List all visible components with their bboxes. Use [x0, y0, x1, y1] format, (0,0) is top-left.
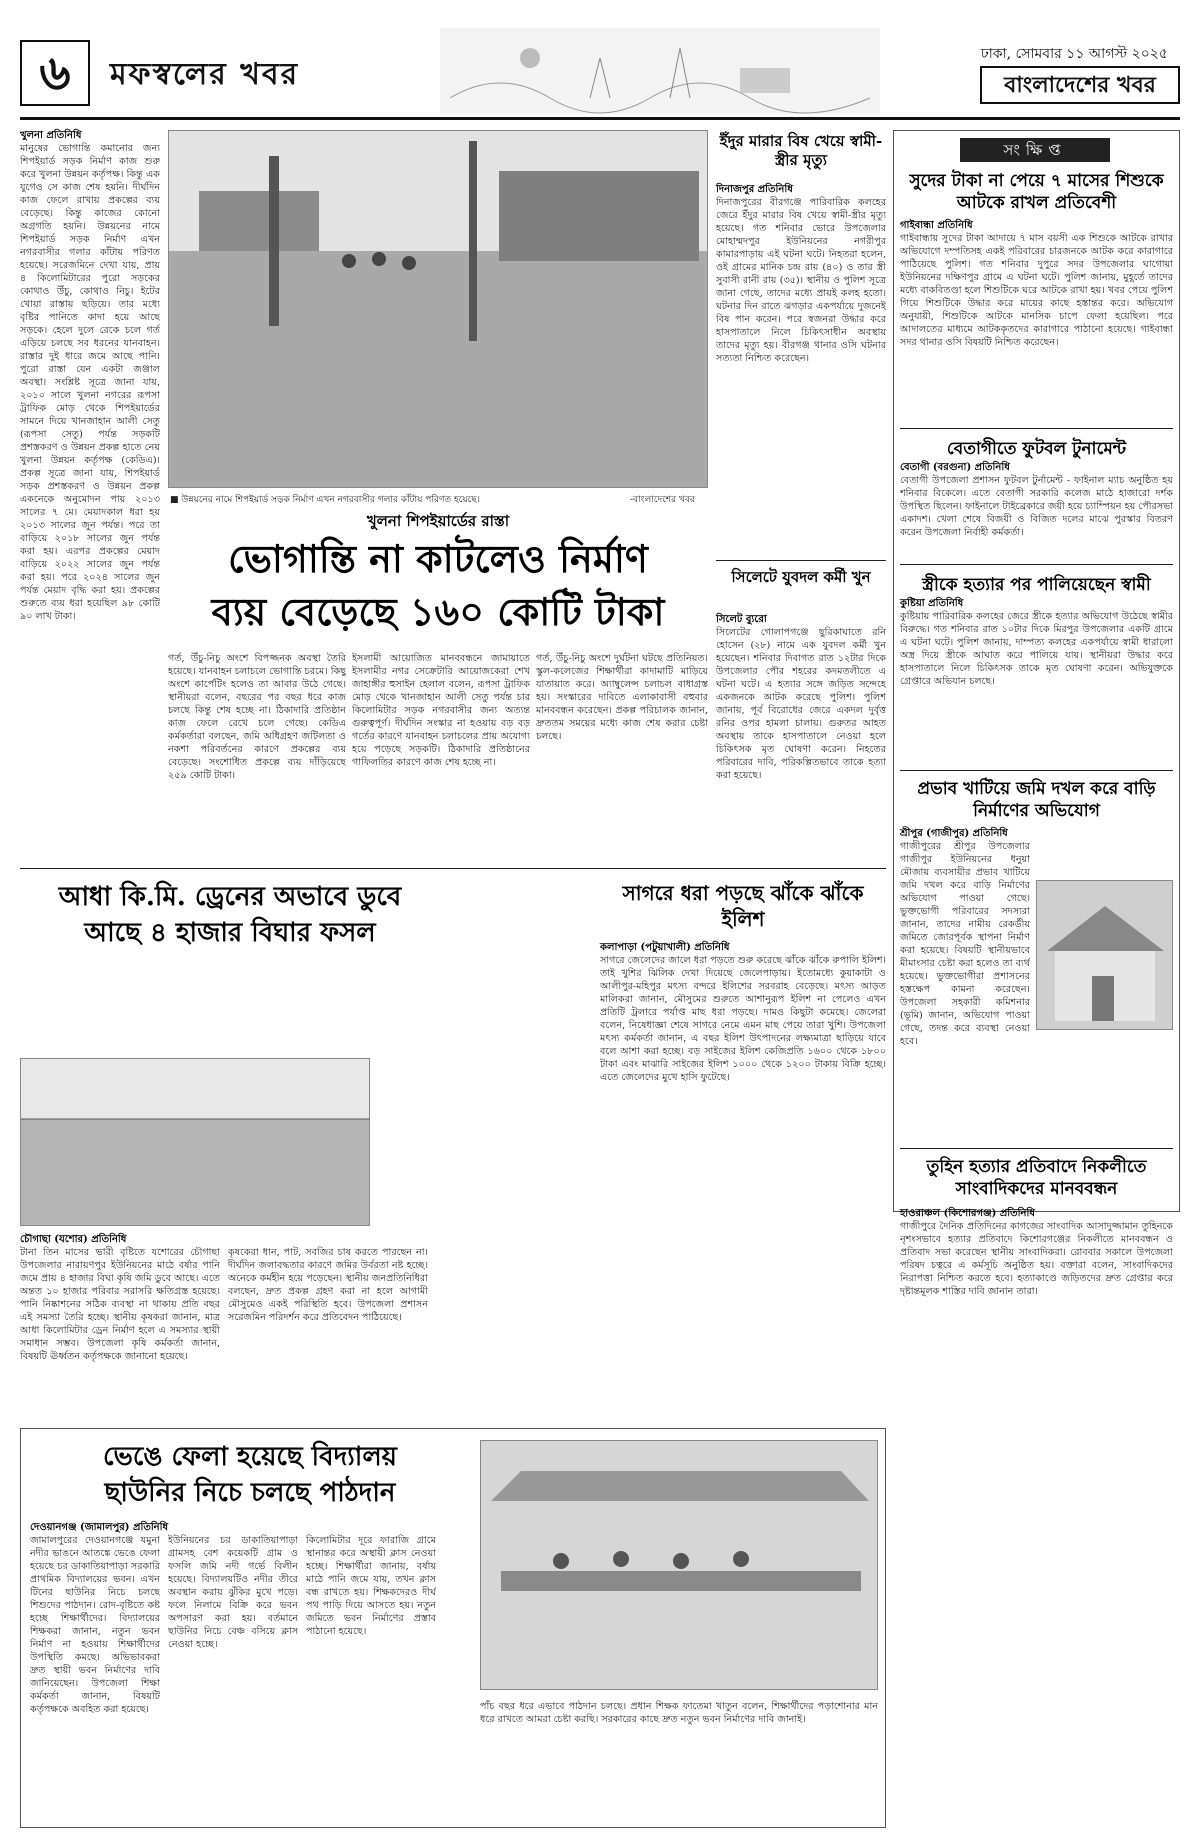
drain-photo [20, 1058, 370, 1226]
school-col4: পাঁচ বছর ধরে এভাবে পাঠদান চলছে। প্রধান শিক্ষক ফাতেমা খাতুন বলেন, শিক্ষার্থীদের পড়াশোনার মান ধরে রাখতে আমরা চেষ্টা করছি। সরকারের কাছে দ্রুত নতুন ভবন নির্মাণের দাবি জানাই। [480, 1701, 878, 1725]
brief-2-headline: বেতাগীতে ফুটবল টুনামেন্ট [946, 439, 1127, 459]
school-headline-2: ছাউনির নিচে চলছে পাঠদান [104, 1478, 396, 1508]
lead-photo-caption: ■ উন্নয়নের নামে শিপইয়ার্ড সড়ক নির্মাণ এখন নগরবাসীর গলার কাঁটায় পরিণত হয়েছে। [170, 495, 480, 505]
school-headline-1: ভেঙে ফেলা হয়েছে বিদ্যালয় [102, 1442, 398, 1472]
rat-poison-body: দিনাজপুরের বীরগঞ্জে পারিবারিক কলহের জেরে ইঁদুর মারার বিষ খেয়ে স্বামী-স্ত্রীর মৃত্যু হয়েছে। গত শনিবার ভোরে উপজেলার মোহাম্মদপুর ইউনিয়নের নগরীপুর কামারপাড়ায় এই ঘটনা ঘটে। নিহতরা হলেন, ওই গ্রামের মানিক চন্দ্র রায় (৪০) ও তার স্ত্রী সুবাসী রানী রায় (৩৫)। স্থানীয় ও পুলিশ সূত্রে জানা গেছে, তাদের মধ্যে প্রায়ই কলহ হতো। ঘটনার দিন রাতে ঝগড়ার একপর্যায়ে দুজনেই বিষ পান করেন। পরে স্বজনরা উদ্ধার করে হাসপাতালে নিলে চিকিৎসাধীন অবস্থায় তাদের মৃত্যু হয়। বীরগঞ্জ থানার ওসি ঘটনার সত্যতা নিশ্চিত করেছেন। [716, 197, 886, 364]
brief-3-byline: কুষ্টিয়া প্রতিনিধি [900, 598, 964, 609]
lead-headline-2: ব্যয় বেড়েছে ১৬০ কোটি টাকা [211, 589, 665, 634]
lead-col3: ইসলামী আয়োজিত মানববন্ধনে জামায়াতে ইসলামীর নগর সেক্রেটারি আয়োজকেরা শেখ জাহাঙ্গীর হুসাইন হেলাল বলেন, রূপসা ট্রাফিক মোড় থেকে খানজাহান আলী সেতু পর্যন্ত চার কিলোমিটার সড়ক নগরবাসীর জন্য অত্যন্ত গুরুত্বপূর্ণ। দীর্ঘদিন সংস্কার না হওয়ায় বড় বড় গর্তের কারণে যানবাহন চলাচলের প্রায় অযোগ্য হয়ে পড়েছে সড়কটি। ঠিকাদারি প্রতিষ্ঠানের গাফিলতির কারণে কাজ শেষ হচ্ছে না। [352, 653, 530, 768]
drain-body: টানা তিন মাসের ভারী বৃষ্টিতে যশোরের চৌগাছা উপজেলার নারায়ণপুর ইউনিয়নের মাঠে বর্ষার পানি জমে প্রায় ৪ হাজার বিঘা কৃষি জমি ডুবে আছে। এতে অন্তত ১০ হাজার পরিবার সরাসরি ক্ষতিগ্রস্ত হয়েছে। পানি নিষ্কাশনের সঠিক ব্যবস্থা না থাকায় প্রতি বছর এই সমস্যা তৈরি হচ্ছে। স্থানীয় কৃষকরা জানান, মাত্র আধা কিলোমিটার ড্রেন নির্মাণ হলে এ সমস্যার স্থায়ী সমাধান সম্ভব। উপজেলা কৃষি কর্মকর্তা জানান, বিষয়টি ঊর্ধ্বতন কর্তৃপক্ষকে জানানো হয়েছে। [20, 1247, 220, 1362]
drain-headline-1: আধা কি.মি. ড্রেনের অভাবে ডুবে [58, 882, 402, 912]
brief-2-body: বেতাগী উপজেলা প্রশাসন ফুটবল টুর্নামেন্ট - ফাইনাল ম্যাচ অনুষ্ঠিত হয় শনিবার বিকেলে। এতে বেতাগী সরকারি কলেজ মাঠে হাজারো দর্শক উপস্থিত ছিলেন। ফাইনালে টাইব্রেকারে জয়ী হয়ে চ্যাম্পিয়ন হয় পৌরসভা একাদশ। খেলা শেষে বিজয়ী ও বিজিত দলের মাঝে পুরস্কার বিতরণ করেন উপজেলা নির্বাহী কর্মকর্তা। [900, 475, 1173, 538]
lead-col1: মানুষের ভোগান্তি কমানোর জন্য শিপইয়ার্ড সড়ক নির্মাণ কাজ শুরু করে খুলনা উন্নয়ন কর্তৃপক্ষ। কিন্তু এক যুগেও সে কাজ শেষ হয়নি। দীর্ঘদিন কাজ ফেলে রাখায় প্রকল্পের ব্যয় বেড়েছে। কিন্তু কাজের কোনো অগ্রগতি হয়নি। উন্নয়নের নামে শিপইয়ার্ড সড়ক নির্মাণ এখন নগরবাসীর গলার কাঁটায় পরিণত হয়েছে। সরেজমিনে দেখা যায়, প্রায় ৪ কিলোমিটারের পুরো সড়কের কোথাও উঁচু, কোথাও নিচু। ইটের খোয়া রাস্তায় ছড়িয়ে। তার মধ্যে বৃষ্টির পানিতে কাদা হয়ে আছে সড়কে। হেলে দুলে রেকে চলে গর্ত এড়িয়ে চলছে সব ধরনের যানবাহন। রাস্তার দুই ধারে জমে আছে পানি। পুরো রাস্তা যেন একটা জঞ্জাল অবস্থা। সংশ্লিষ্ট সূত্রে জানা যায়, ২০১০ সালে খুলনা নগরের রূপসা ট্রাফিক মোড় থেকে শিপইয়ার্ডের সামনে দিয়ে খানজাহান আলী সেতু (রূপসা সেতু) পর্যন্ত সড়কটি প্রশস্তকরণ ও উন্নয়ন প্রকল্প হাতে নেয় খুলনা উন্নয়ন কর্তৃপক্ষ (কেডিএ)। প্রকল্প সূত্রে জানা যায়, শিপইয়ার্ড সড়ক প্রশস্তকরণ ও উন্নয়ন প্রকল্প একনেকে অনুমোদন পায় ২০১৩ সালের ৭ মে। মেয়াদকাল ধরা হয় ২০১৩ সালের জুন পর্যন্ত। পরে তা বাড়িয়ে ২০১৮ সালের জুন পর্যন্ত করা হয়। এরপর প্রকল্পের মেয়াদ বাড়িয়ে ২০২২ সালের জুন পর্যন্ত করা হয়। পরে ২০২৪ সালের জুন পর্যন্ত মেয়াদ বৃদ্ধি করা হয়। প্রকল্পের শুরুতে ব্যয় ধরা হয়েছিল ৯৮ কোটি ৯০ লাখ টাকা। [20, 143, 160, 622]
divider [20, 868, 886, 869]
drain-byline: চৌগাছা (যশোর) প্রতিনিধি [20, 1234, 127, 1245]
lead-col2: গর্ত, উঁচু-নিচু অংশে বিপজ্জনক অবস্থা তৈরি হয়েছে। যানবাহন চলাচলে ভোগান্তি চরমে। কিছু অংশে কার্পেটিং হলেও তা আবার উঠে গেছে। স্থানীয়রা বলেন, বছরের পর বছর ধরে কাজ চলছে কিন্তু শেষ হচ্ছে না। ঠিকাদারি প্রতিষ্ঠান কাজ ফেলে রেখে চলে গেছে। কেডিএ কর্মকর্তারা বলছেন, জমি অধিগ্রহণ জটিলতা ও নকশা পরিবর্তনের কারণে প্রকল্পের ব্যয় বেড়েছে। সংশোধিত প্রকল্পে ব্যয় দাঁড়িয়েছে ২৫৯ কোটি টাকা। [168, 653, 346, 781]
school-body: জামালপুরের দেওয়ানগঞ্জে যমুনা নদীর ভাঙনে আতঙ্কে ভেঙে ফেলা হয়েছে চর ডাকাতিয়াপাড়া সরকারি প্রাথমিক বিদ্যালয়ের ভবন। এখন টিনের ছাউনির নিচে চলছে শিশুদের পাঠদান। রোদ-বৃষ্টিতে কষ্ট হচ্ছে শিক্ষার্থীদের। বিদ্যালয়ের শিক্ষকরা জানান, নতুন ভবন নির্মাণ না হওয়ায় শিক্ষার্থীদের উপস্থিতি কমছে। অভিভাবকরা দ্রুত স্থায়ী ভবন নির্মাণের দাবি জানিয়েছেন। উপজেলা শিক্ষা কর্মকর্তা জানান, বিষয়টি কর্তৃপক্ষকে অবহিত করা হয়েছে। [30, 1535, 160, 1715]
tuhin-headline: তুহিন হত্যার প্রতিবাদে নিকলীতে সাংবাদিকদের মানববন্ধন [926, 1157, 1147, 1199]
page-header [20, 22, 1180, 120]
sylhet-headline: সিলেটে যুবদল কর্মী খুন [731, 568, 871, 586]
school-byline: দেওয়ানগঞ্জ (জামালপুর) প্রতিনিধি [30, 1522, 169, 1533]
brief-1-headline: সুদের টাকা না পেয়ে ৭ মাসের শিশুকে আটকে রাখল প্রতিবেশী [909, 171, 1164, 213]
brief-3-body: কুষ্টিয়ায় পারিবারিক কলহের জেরে স্ত্রীকে হত্যার অভিযোগ উঠেছে স্বামীর বিরুদ্ধে। গত শনিবার রাত ১০টার দিকে মিরপুর উপজেলার একটি গ্রামে এ ঘটনা ঘটে। পুলিশ জানায়, দাম্পত্য কলহের একপর্যায়ে স্বামী ধারালো অস্ত্র দিয়ে স্ত্রীকে আঘাত করে পালিয়ে যায়। স্থানীয়রা উদ্ধার করে হাসপাতালে নিলে চিকিৎসক তাকে মৃত ঘোষণা করেন। অভিযুক্তকে গ্রেপ্তারে অভিযান চলছে। [900, 611, 1173, 687]
tuhin-byline: হাওরাঞ্চল (কিশোরগঞ্জ) প্রতিনিধি [900, 1208, 1035, 1219]
lead-col4: গর্ত, উঁচু-নিচু অংশে দুর্ঘটনা ঘটছে প্রতিনিয়ত। স্কুল-কলেজের শিক্ষার্থীরা কাদামাটি মাড়িয়ে যাতায়াত করে। অ্যাম্বুলেন্স চলাচল বাধাগ্রস্ত হয়। সংস্কারের দাবিতে এলাকাবাসী বহুবার মানববন্ধন করেছেন। প্রকল্প পরিচালক জানান, দ্রুততম সময়ের মধ্যে কাজ শেষ করার চেষ্টা চলছে। [536, 653, 708, 742]
section-title: মফস্বলের খবর [110, 57, 300, 92]
drain-headline-2: আছে ৪ হাজার বিঘার ফসল [84, 918, 376, 948]
page-number: ৬ [20, 40, 90, 106]
lead-photo-credit: -বাংলাদেশের খবর [630, 495, 695, 505]
brief-1-body: গাইবান্ধায় সুদের টাকা আদায়ে ৭ মাস বয়সী এক শিশুকে আটকে রাখার অভিযোগে দম্পতিসহ একই পরিবারের চারজনকে আটক করে কারাগারে পাঠিয়েছে পুলিশ। গত শনিবার দুপুরে সদর উপজেলার ঘাগোয়া ইউনিয়নের দক্ষিণপুর গ্রামে এ ঘটনা ঘটে। পুলিশ জানায়, মুহূর্তে তাদের মধ্যে বাকবিতণ্ডা হলে শিশুটিকে ঘরে আটকে রাখা হয়। খবর পেয়ে পুলিশ গিয়ে শিশুটিকে উদ্ধার করে মায়ের কাছে হস্তান্তর করে। অভিযোগ অনুযায়ী, শিশুটিকে আটকে মানসিক চাপে ফেলা হয়েছিল। পরে আদালতের মাধ্যমে আটককৃতদের কারাগারে পাঠানো হয়েছে। গাইবান্ধা সদর থানার ওসি বিষয়টি নিশ্চিত করেছেন। [900, 233, 1173, 348]
hilsa-body: সাগরে জেলেদের জালে ধরা পড়তে শুরু করেছে ঝাঁকে ঝাঁকে রুপালি ইলিশ। তাই খুশির ঝিলিক দেখা দিয়েছে জেলেপাড়ায়। ইতোমধ্যে কুয়াকাটা ও আলীপুর-মহিপুর মৎস্য বন্দরে ইলিশের সরবরাহ বেড়েছে। মৎস্য আড়ত মালিকরা জানান, মৌসুমের শুরুতে আশানুরূপ ইলিশ না পেলেও এখন প্রতিটি ট্রলারে পর্যাপ্ত মাছ ধরা পড়ছে। দামও কিছুটা কমেছে। জেলেরা বলেন, নিষেধাজ্ঞা শেষে সাগরে নেমে এমন মাছ পেয়ে তারা খুশি। উপজেলা মৎস্য কর্মকর্তা জানান, এ বছর ইলিশ উৎপাদনের লক্ষ্যমাত্রা ছাড়িয়ে যাবে বলে আশা করা হচ্ছে। বড় সাইজের ইলিশ কেজিপ্রতি ১৬০০ থেকে ১৮০০ টাকা এবং মাঝারি সাইজের ইলিশ ১০০০ থেকে ১২০০ টাকায় বিক্রি হচ্ছে। এতে জেলেদের মুখে হাসি ফুটেছে। [600, 955, 886, 1083]
brief-label: সংক্ষিপ্ত [960, 138, 1110, 162]
land-photo [1036, 880, 1173, 1030]
hilsa-headline: সাগরে ধরা পড়ছে ঝাঁকে ঝাঁকে ইলিশ [622, 881, 864, 931]
drain-col2: কৃষকেরা ধান, পাট, সবজির চাষ করতে পারছেন না। দীর্ঘদিন জলাবদ্ধতার কারণে জমির উর্বরতা নষ্ট হচ্ছে। অনেকে কর্মহীন হয়ে পড়েছেন। স্থানীয় জনপ্রতিনিধিরা বলছেন, দ্রুত প্রকল্প গ্রহণ করা না হলে আগামী মৌসুমেও একই পরিস্থিতি হবে। উপজেলা প্রশাসন সরেজমিন পরিদর্শন করে প্রতিবেদন পাঠিয়েছে। [228, 1247, 428, 1323]
tuhin-body: গাজীপুরে দৈনিক প্রতিদিনের কাগজের সাংবাদিক আসাদুজ্জামান তুহিনকে নৃশংসভাবে হত্যার প্রতিবাদে কিশোরগঞ্জের নিকলীতে মানববন্ধন ও প্রতিবাদ সভা করেছেন স্থানীয় সাংবাদিকরা। রোববার সকালে উপজেলা পরিষদ চত্বরে এ কর্মসূচি অনুষ্ঠিত হয়। বক্তারা বলেন, সাংবাদিকদের নিরাপত্তা নিশ্চিত করতে হবে। হত্যাকাণ্ডে জড়িতদের দ্রুত গ্রেপ্তার করে দৃষ্টান্তমূলক শাস্তির দাবি জানান তারা। [900, 1221, 1173, 1297]
sylhet-byline: সিলেট ব্যুরো [716, 614, 767, 625]
land-byline: শ্রীপুর (গাজীপুর) প্রতিনিধি [900, 828, 1008, 839]
sylhet-body: সিলেটের গোলাপগঞ্জে ছুরিকাঘাতে রনি হোসেন (২৮) নামে এক যুবদল কর্মী খুন হয়েছেন। শনিবার দিবাগত রাত ১২টার দিকে উপজেলার পৌর শহরের কদমতলীতে এ ঘটনা ঘটে। এ হত্যার সঙ্গে জড়িত সন্দেহে একজনকে আটক করেছে পুলিশ। পুলিশ জানায়, পূর্ব বিরোধের জেরে একদল দুর্বৃত্ত রনির ওপর হামলা চালায়। গুরুতর আহত অবস্থায় তাকে হাসপাতালে নেওয়া হলে চিকিৎসক মৃত ঘোষণা করেন। নিহতের পরিবারের দাবি, পরিকল্পিতভাবে তাকে হত্যা করা হয়েছে। [716, 627, 886, 781]
land-body: গাজীপুরের শ্রীপুর উপজেলার গাজীপুর ইউনিয়নের ধনুয়া মৌজায় ব্যবসায়ীর প্রভাব খাটিয়ে জমি দখল করে বাড়ি নির্মাণের অভিযোগ পাওয়া গেছে। ভুক্তভোগী পরিবারের সদস্যরা জানান, তাদের নামীয় রেকর্ডীয় জমিতে জোরপূর্বক স্থাপনা নির্মাণ করা হয়েছে। বিষয়টি স্থানীয়ভাবে মীমাংসার চেষ্টা করা হলেও তা ব্যর্থ হয়েছে। ভুক্তভোগীরা প্রশাসনের হস্তক্ষেপ কামনা করেছেন। উপজেলা সহকারী কমিশনার (ভূমি) জানান, অভিযোগ পাওয়া গেছে, তদন্ত করে ব্যবস্থা নেওয়া হবে। [900, 841, 1030, 1047]
brief-1-byline: গাইবান্ধা প্রতিনিধি [900, 220, 973, 231]
lead-byline: খুলনা প্রতিনিধি [20, 130, 82, 141]
brief-2-byline: বেতাগী (বরগুনা) প্রতিনিধি [900, 462, 1010, 473]
divider [900, 564, 1173, 565]
lead-headline-1: ভোগান্তি না কাটলেও নির্মাণ [228, 536, 648, 581]
divider [900, 1148, 1173, 1149]
school-col3: কিলোমিটার দূরে ফারাজি গ্রামে স্থানান্তর করে অস্থায়ী ক্লাস নেওয়া হচ্ছে। শিক্ষার্থীরা জানায়, বর্ষায় মাঠে পানি জমে যায়, তখন ক্লাস বন্ধ রাখতে হয়। শিক্ষকদেরও দীর্ঘ পথ পাড়ি দিয়ে আসতে হয়। নতুন জমিতে ভবন নির্মাণের প্রস্তাব পাঠানো হয়েছে। [306, 1535, 436, 1637]
hilsa-byline: কলাপাড়া (পটুয়াখালী) প্রতিনিধি [600, 942, 730, 953]
land-headline: প্রভাব খাটিয়ে জমি দখল করে বাড়ি নির্মাণের অভিযোগ [917, 779, 1156, 821]
school-col2: ইউনিয়নের চর ডাকাতিয়াপাড়া গ্রামসহ বেশ কয়েকটি গ্রাম ও ফসলি জমি নদী গর্ভে বিলীন হয়েছে। বিদ্যালয়টিও নদীর তীরে অবস্থান করায় ঝুঁকির মুখে পড়ে। ফলে নিলামে বিক্রি করে ভবন অপসারণ করা হয়। বর্তমানে ছাউনির নিচে বেঞ্চ বসিয়ে ক্লাস নেওয়া হচ্ছে। [168, 1535, 298, 1650]
school-photo [480, 1440, 878, 1690]
rat-poison-byline: দিনাজপুর প্রতিনিধি [716, 184, 793, 195]
header-illustration [440, 28, 880, 114]
issue-date: ঢাকা, সোমবার ১১ আগস্ট ২০২৫ [980, 46, 1168, 62]
lead-photo [168, 130, 708, 488]
rat-poison-headline: ইঁদুর মারার বিষ খেয়ে স্বামী-স্ত্রীর মৃত্যু [719, 132, 883, 169]
newspaper-name: বাংলাদেশের খবর [980, 66, 1180, 104]
divider [716, 560, 886, 561]
divider [900, 428, 1173, 429]
lead-kicker: খুলনা শিপইয়ার্ডের রাস্তা [366, 512, 510, 530]
divider [900, 770, 1173, 771]
brief-3-headline: স্ত্রীকে হত্যার পর পালিয়েছেন স্বামী [922, 575, 1151, 595]
